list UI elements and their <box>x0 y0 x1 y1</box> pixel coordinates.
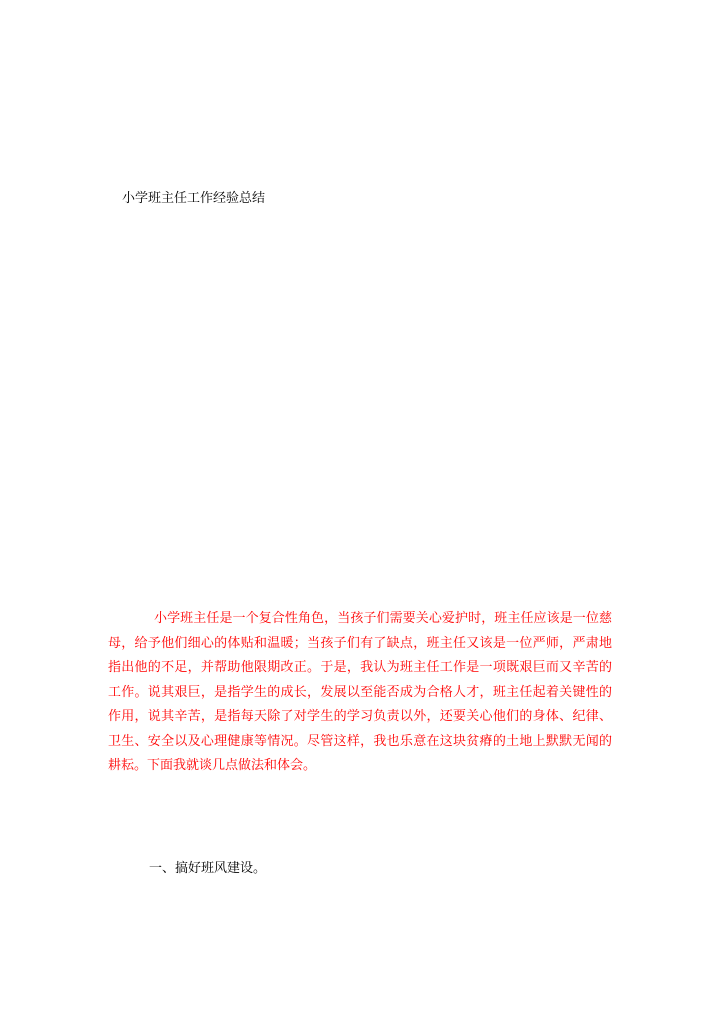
document-title: 小学班主任工作经验总结 <box>122 191 266 206</box>
section-heading-1: 一、搞好班风建设。 <box>149 861 267 876</box>
intro-paragraph: 小学班主任是一个复合性角色，当孩子们需要关心爱护时，班主任应该是一位慈母，给予他们细心的体贴和温暖；当孩子们有了缺点，班主任又该是一位严师，严肃地指出他的不足，并帮助他限期改正。于是，我认为班主任工作是一项既艰巨而又辛苦的工作。说其艰巨，是指学生的成长，发展以至能否成为合格人才，班主任起着关键性的作用，说其辛苦，是指每天除了对学生的学习负责以外，还要关心他们的身体、纪律、卫生、安全以及心理健康等情况。尽管这样，我也乐意在这块贫瘠的土地上默默无闻的耕耘。下面我就谈几点做法和体会。 <box>108 611 612 773</box>
